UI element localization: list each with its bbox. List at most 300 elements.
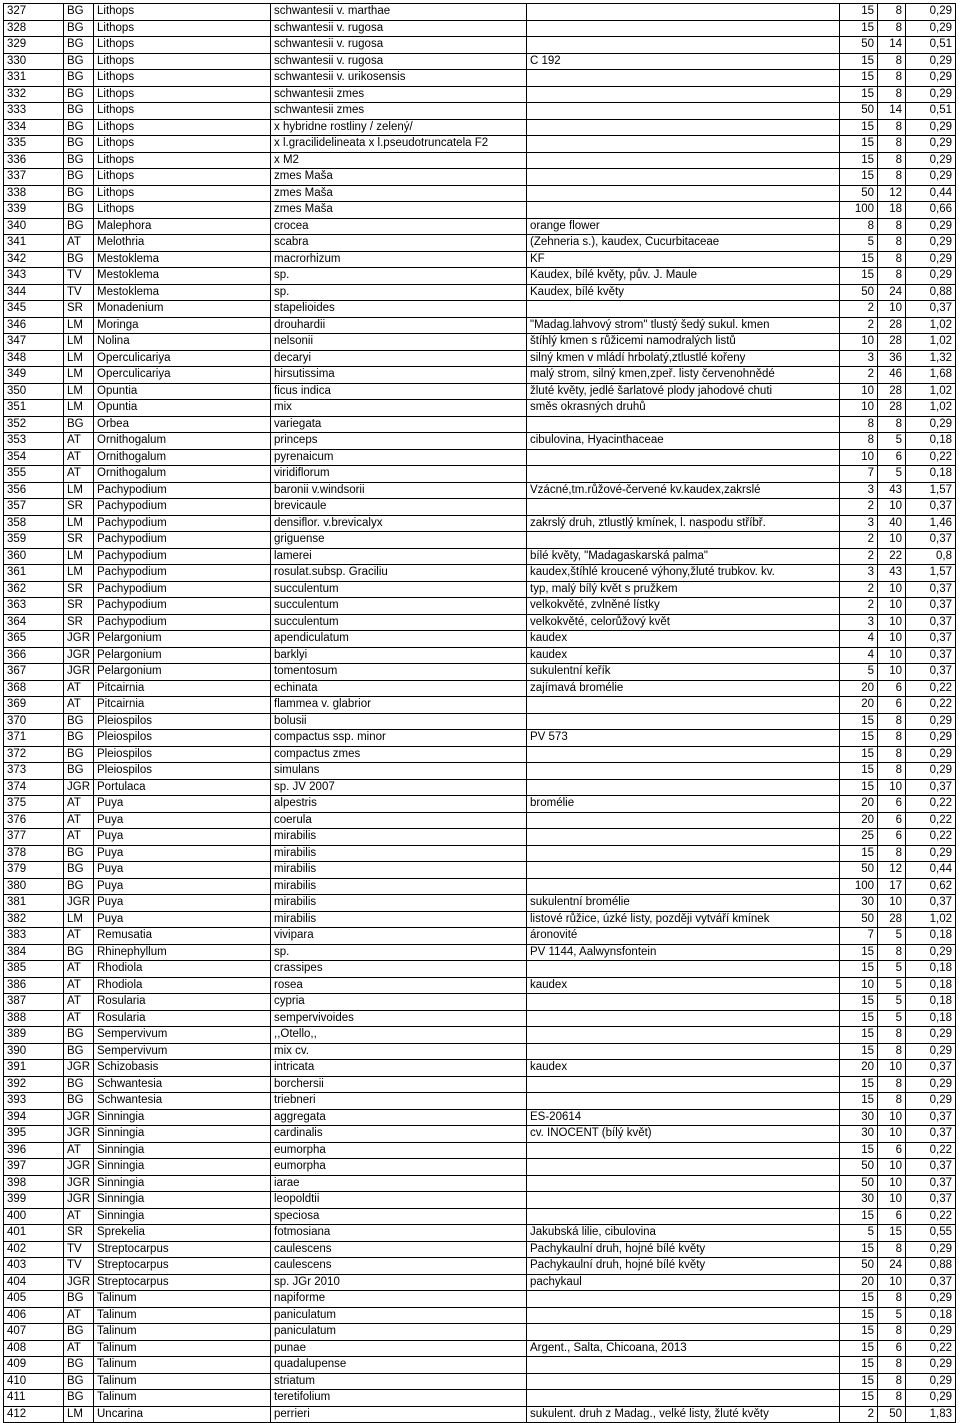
price-czk-cell: 6 [878,796,906,813]
note-cell: orange flower [527,218,840,235]
genus-cell: Lithops [94,103,271,120]
supplier-code-cell: JGR [64,647,94,664]
species-cell: iarae [271,1175,527,1192]
note-cell: Jakubská lilie, cibulovina [527,1225,840,1242]
genus-cell: Sprekelia [94,1225,271,1242]
note-cell: kaudex [527,647,840,664]
price-czk-cell: 8 [878,713,906,730]
table-row [4,680,956,697]
note-cell [527,1142,840,1159]
table-row [4,416,956,433]
price-eur-cell: 1,83 [906,1406,956,1423]
note-cell: cibulovina, Hyacinthaceae [527,433,840,450]
species-cell: compactus zmes [271,746,527,763]
seed-count-cell: 15 [840,169,878,186]
price-eur-cell: 0,29 [906,119,956,136]
price-eur-cell: 1,46 [906,515,956,532]
price-czk-cell: 10 [878,664,906,681]
note-cell [527,1175,840,1192]
price-eur-cell: 1,02 [906,334,956,351]
supplier-code-cell: AT [64,466,94,483]
seed-count-cell: 10 [840,400,878,417]
price-czk-cell: 36 [878,350,906,367]
table-row [4,977,956,994]
genus-cell: Monadenium [94,301,271,318]
genus-cell: Puya [94,829,271,846]
row-number-cell: 344 [4,284,64,301]
supplier-code-cell: AT [64,812,94,829]
price-eur-cell: 0,37 [906,1109,956,1126]
note-cell [527,1027,840,1044]
supplier-code-cell: BG [64,416,94,433]
price-eur-cell: 1,02 [906,317,956,334]
note-cell: PV 573 [527,730,840,747]
row-number-cell: 327 [4,4,64,21]
table-row [4,268,956,285]
table-row [4,53,956,70]
supplier-code-cell: JGR [64,1192,94,1209]
note-cell: kaudex [527,631,840,648]
price-eur-cell: 0,29 [906,1390,956,1407]
note-cell: sukulent. druh z Madag., velké listy, žluté květy [527,1406,840,1423]
price-eur-cell: 0,29 [906,53,956,70]
row-number-cell: 373 [4,763,64,780]
supplier-code-cell: BG [64,878,94,895]
supplier-code-cell: LM [64,334,94,351]
seed-count-cell: 3 [840,614,878,631]
seed-count-cell: 5 [840,664,878,681]
supplier-code-cell: JGR [64,1126,94,1143]
genus-cell: Puya [94,911,271,928]
price-czk-cell: 28 [878,334,906,351]
seed-count-cell: 4 [840,631,878,648]
seed-count-cell: 7 [840,928,878,945]
row-number-cell: 351 [4,400,64,417]
seed-count-cell: 15 [840,268,878,285]
supplier-code-cell: BG [64,730,94,747]
price-czk-cell: 5 [878,961,906,978]
price-czk-cell: 5 [878,433,906,450]
genus-cell: Lithops [94,53,271,70]
note-cell [527,961,840,978]
genus-cell: Rhodiola [94,977,271,994]
species-cell: x hybridne rostliny / zelený/ [271,119,527,136]
price-czk-cell: 5 [878,994,906,1011]
genus-cell: Puya [94,796,271,813]
price-czk-cell: 8 [878,20,906,37]
note-cell: Vzácné,tm.růžové-červené kv.kaudex,zakrslé [527,482,840,499]
supplier-code-cell: AT [64,1142,94,1159]
row-number-cell: 364 [4,614,64,631]
genus-cell: Ornithogalum [94,449,271,466]
species-cell: intricata [271,1060,527,1077]
note-cell [527,1043,840,1060]
price-czk-cell: 6 [878,1142,906,1159]
table-row [4,1192,956,1209]
genus-cell: Sinningia [94,1159,271,1176]
price-eur-cell: 0,29 [906,944,956,961]
seed-count-cell: 25 [840,829,878,846]
note-cell: kaudex [527,1060,840,1077]
note-cell [527,845,840,862]
table-row [4,928,956,945]
genus-cell: Streptocarpus [94,1258,271,1275]
price-eur-cell: 0,29 [906,1027,956,1044]
table-row [4,334,956,351]
species-cell: lamerei [271,548,527,565]
price-eur-cell: 0,22 [906,697,956,714]
table-row [4,1208,956,1225]
price-eur-cell: 0,8 [906,548,956,565]
price-czk-cell: 50 [878,1406,906,1423]
price-eur-cell: 0,18 [906,977,956,994]
price-eur-cell: 0,29 [906,416,956,433]
price-eur-cell: 0,29 [906,1357,956,1374]
seed-count-cell: 20 [840,812,878,829]
table-row [4,1225,956,1242]
genus-cell: Sinningia [94,1192,271,1209]
price-czk-cell: 8 [878,1076,906,1093]
price-eur-cell: 0,29 [906,1373,956,1390]
row-number-cell: 398 [4,1175,64,1192]
row-number-cell: 359 [4,532,64,549]
row-number-cell: 356 [4,482,64,499]
species-cell: caulescens [271,1258,527,1275]
genus-cell: Pachypodium [94,482,271,499]
table-row [4,1126,956,1143]
note-cell [527,136,840,153]
seed-count-cell: 15 [840,1307,878,1324]
genus-cell: Schwantesia [94,1076,271,1093]
supplier-code-cell: LM [64,515,94,532]
price-czk-cell: 14 [878,37,906,54]
row-number-cell: 395 [4,1126,64,1143]
row-number-cell: 371 [4,730,64,747]
note-cell [527,829,840,846]
table-row [4,581,956,598]
note-cell [527,746,840,763]
supplier-code-cell: AT [64,961,94,978]
table-row [4,664,956,681]
species-cell: decaryi [271,350,527,367]
note-cell [527,103,840,120]
seed-count-cell: 100 [840,202,878,219]
row-number-cell: 411 [4,1390,64,1407]
seed-count-cell: 5 [840,1225,878,1242]
species-cell: aggregata [271,1109,527,1126]
genus-cell: Malephora [94,218,271,235]
table-row [4,383,956,400]
price-czk-cell: 10 [878,779,906,796]
seed-count-cell: 15 [840,1093,878,1110]
row-number-cell: 360 [4,548,64,565]
seed-count-cell: 50 [840,911,878,928]
species-cell: sempervivoides [271,1010,527,1027]
supplier-code-cell: LM [64,400,94,417]
table-row [4,1159,956,1176]
row-number-cell: 378 [4,845,64,862]
price-eur-cell: 0,29 [906,70,956,87]
species-cell: x M2 [271,152,527,169]
seed-count-cell: 10 [840,449,878,466]
note-cell [527,119,840,136]
table-row [4,1373,956,1390]
price-czk-cell: 10 [878,1060,906,1077]
species-cell: barklyi [271,647,527,664]
price-eur-cell: 0,55 [906,1225,956,1242]
supplier-code-cell: AT [64,928,94,945]
species-cell: cypria [271,994,527,1011]
price-czk-cell: 10 [878,532,906,549]
supplier-code-cell: BG [64,136,94,153]
supplier-code-cell: TV [64,1241,94,1258]
seed-count-cell: 50 [840,1175,878,1192]
genus-cell: Opuntia [94,400,271,417]
supplier-code-cell: BG [64,4,94,21]
note-cell: velkokvěté, celorůžový květ [527,614,840,631]
seed-count-cell: 50 [840,103,878,120]
table-row [4,812,956,829]
table-row [4,449,956,466]
table-row [4,532,956,549]
table-row [4,911,956,928]
price-czk-cell: 5 [878,977,906,994]
row-number-cell: 386 [4,977,64,994]
price-eur-cell: 1,02 [906,383,956,400]
genus-cell: Pachypodium [94,548,271,565]
price-eur-cell: 0,29 [906,1241,956,1258]
price-czk-cell: 8 [878,845,906,862]
price-czk-cell: 6 [878,1340,906,1357]
supplier-code-cell: LM [64,1406,94,1423]
supplier-code-cell: BG [64,1043,94,1060]
species-cell: paniculatum [271,1324,527,1341]
row-number-cell: 383 [4,928,64,945]
genus-cell: Lithops [94,169,271,186]
species-cell: rosea [271,977,527,994]
supplier-code-cell: LM [64,317,94,334]
supplier-code-cell: SR [64,499,94,516]
species-cell: sp. [271,944,527,961]
table-row [4,631,956,648]
note-cell: "Madag.lahvový strom" tlustý šedý sukul. kmen [527,317,840,334]
price-czk-cell: 10 [878,598,906,615]
price-czk-cell: 8 [878,235,906,252]
species-cell: apendiculatum [271,631,527,648]
species-cell: crocea [271,218,527,235]
note-cell: sukulentní keřík [527,664,840,681]
seed-count-cell: 15 [840,86,878,103]
seed-count-cell: 15 [840,845,878,862]
genus-cell: Rhodiola [94,961,271,978]
genus-cell: Pitcairnia [94,680,271,697]
note-cell: pachykaul [527,1274,840,1291]
supplier-code-cell: BG [64,1291,94,1308]
price-czk-cell: 8 [878,1291,906,1308]
note-cell: áronovité [527,928,840,945]
seed-count-cell: 15 [840,944,878,961]
species-cell: schwantesii v. marthae [271,4,527,21]
price-eur-cell: 0,29 [906,169,956,186]
seed-count-cell: 15 [840,1241,878,1258]
species-cell: ficus indica [271,383,527,400]
supplier-code-cell: BG [64,713,94,730]
supplier-code-cell: AT [64,1340,94,1357]
species-cell: mirabilis [271,845,527,862]
species-cell: brevicaule [271,499,527,516]
row-number-cell: 341 [4,235,64,252]
supplier-code-cell: AT [64,796,94,813]
row-number-cell: 370 [4,713,64,730]
price-eur-cell: 0,51 [906,37,956,54]
supplier-code-cell: JGR [64,779,94,796]
price-czk-cell: 18 [878,202,906,219]
seed-count-cell: 2 [840,317,878,334]
row-number-cell: 393 [4,1093,64,1110]
genus-cell: Pachypodium [94,598,271,615]
species-cell: macrorhizum [271,251,527,268]
table-row [4,70,956,87]
seed-count-cell: 2 [840,548,878,565]
species-cell: coerula [271,812,527,829]
table-row [4,20,956,37]
species-cell: punae [271,1340,527,1357]
note-cell: (Zehneria s.), kaudex, Cucurbitaceae [527,235,840,252]
row-number-cell: 401 [4,1225,64,1242]
genus-cell: Nolina [94,334,271,351]
genus-cell: Rosularia [94,994,271,1011]
supplier-code-cell: LM [64,350,94,367]
supplier-code-cell: JGR [64,1274,94,1291]
table-row [4,961,956,978]
species-cell: borchersii [271,1076,527,1093]
row-number-cell: 390 [4,1043,64,1060]
species-cell: schwantesii v. rugosa [271,53,527,70]
genus-cell: Lithops [94,136,271,153]
note-cell: Kaudex, bílé květy, pův. J. Maule [527,268,840,285]
supplier-code-cell: TV [64,268,94,285]
price-eur-cell: 0,29 [906,136,956,153]
supplier-code-cell: BG [64,152,94,169]
table-row [4,878,956,895]
row-number-cell: 406 [4,1307,64,1324]
seed-count-cell: 15 [840,1324,878,1341]
note-cell [527,169,840,186]
supplier-code-cell: BG [64,119,94,136]
price-czk-cell: 5 [878,1010,906,1027]
price-eur-cell: 0,44 [906,862,956,879]
table-row [4,944,956,961]
seed-count-cell: 15 [840,746,878,763]
row-number-cell: 376 [4,812,64,829]
table-row [4,994,956,1011]
table-row [4,185,956,202]
price-czk-cell: 10 [878,1159,906,1176]
seed-count-cell: 15 [840,1027,878,1044]
species-cell: echinata [271,680,527,697]
species-cell: nelsonii [271,334,527,351]
supplier-code-cell: AT [64,1208,94,1225]
price-eur-cell: 0,22 [906,449,956,466]
genus-cell: Lithops [94,185,271,202]
supplier-code-cell: BG [64,1357,94,1374]
supplier-code-cell: BG [64,763,94,780]
note-cell [527,1159,840,1176]
supplier-code-cell: BG [64,1027,94,1044]
note-cell [527,532,840,549]
row-number-cell: 330 [4,53,64,70]
row-number-cell: 353 [4,433,64,450]
price-czk-cell: 6 [878,812,906,829]
price-eur-cell: 0,37 [906,664,956,681]
seed-count-cell: 30 [840,1192,878,1209]
supplier-code-cell: BG [64,103,94,120]
supplier-code-cell: LM [64,367,94,384]
price-eur-cell: 0,29 [906,1324,956,1341]
supplier-code-cell: TV [64,284,94,301]
table-row [4,1390,956,1407]
row-number-cell: 374 [4,779,64,796]
price-czk-cell: 28 [878,383,906,400]
price-eur-cell: 0,29 [906,763,956,780]
species-cell: eumorpha [271,1159,527,1176]
genus-cell: Pleiospilos [94,763,271,780]
table-row [4,746,956,763]
seed-count-cell: 20 [840,697,878,714]
supplier-code-cell: LM [64,565,94,582]
row-number-cell: 403 [4,1258,64,1275]
price-eur-cell: 0,37 [906,1126,956,1143]
note-cell [527,862,840,879]
row-number-cell: 336 [4,152,64,169]
price-eur-cell: 0,22 [906,1208,956,1225]
supplier-code-cell: LM [64,383,94,400]
price-czk-cell: 24 [878,1258,906,1275]
table-row [4,1060,956,1077]
price-eur-cell: 0,37 [906,631,956,648]
genus-cell: Mestoklema [94,251,271,268]
price-czk-cell: 8 [878,1241,906,1258]
row-number-cell: 333 [4,103,64,120]
species-cell: succulentum [271,581,527,598]
species-cell: viridiflorum [271,466,527,483]
row-number-cell: 345 [4,301,64,318]
row-number-cell: 402 [4,1241,64,1258]
species-cell: succulentum [271,614,527,631]
table-row [4,235,956,252]
species-cell: eumorpha [271,1142,527,1159]
row-number-cell: 397 [4,1159,64,1176]
note-cell [527,1076,840,1093]
price-eur-cell: 0,37 [906,1175,956,1192]
price-czk-cell: 8 [878,86,906,103]
seed-count-cell: 15 [840,1340,878,1357]
row-number-cell: 377 [4,829,64,846]
species-cell: schwantesii v. urikosensis [271,70,527,87]
species-cell: perrieri [271,1406,527,1423]
table-row [4,1241,956,1258]
table-row [4,697,956,714]
genus-cell: Melothria [94,235,271,252]
row-number-cell: 375 [4,796,64,813]
price-eur-cell: 0,29 [906,730,956,747]
row-number-cell: 354 [4,449,64,466]
table-row [4,37,956,54]
row-number-cell: 391 [4,1060,64,1077]
genus-cell: Sinningia [94,1142,271,1159]
supplier-code-cell: SR [64,614,94,631]
supplier-code-cell: JGR [64,895,94,912]
